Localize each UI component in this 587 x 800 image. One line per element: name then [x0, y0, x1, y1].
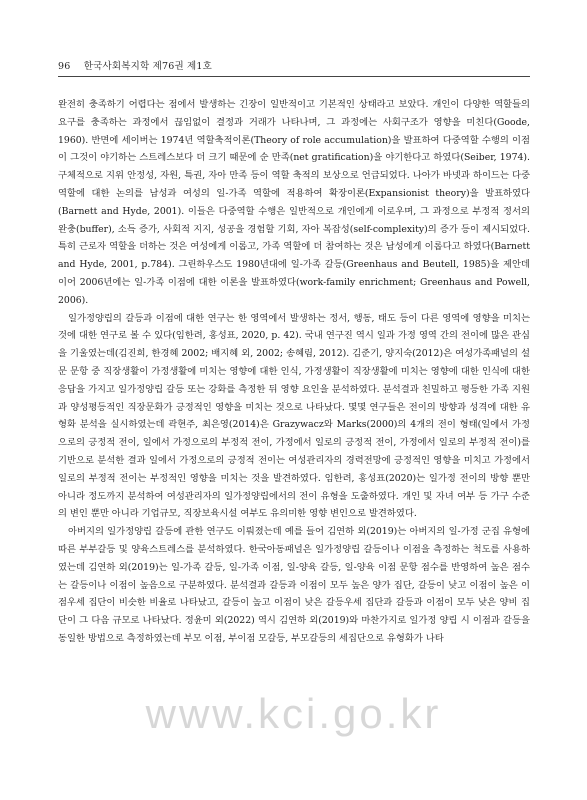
- paragraph-1: 완전히 충족하기 어렵다는 점에서 발생하는 긴장이 일반적이고 기본적인 상태라고 보았다. 개인이 다양한 역할들의 요구를 충족하는 과정에서 끊임없이 결정과 거래가 나타나며, 그 과정에는 사회구조가 영향을 미친다(Goode, 1960). 반면에 세이버는 1974년 역할축적이론(Theory of role accumulation)을 발표하여 다중역할 수행의 이점이 그것이 야기하는 스트레스보다 더 크기 때문에 순 만족(net gratification)을 야기한다고 하였다(Seiber, 1974). 구체적으로 지위 안정성, 자원, 특권, 자아 만족 등이 역할 축적의 보상으로 언급되었다. 나아가 바넷과 하이드는 다중역할에 대한 논의를 남성과 여성의 일-가족 역할에 적용하여 확장이론(Expansionist theory)을 발표하였다(Barnett and Hyde, 2001). 이들은 다중역할 수행은 일반적으로 개인에게 이로우며, 그 과정으로 부정적 정서의 완충(buffer), 소득 증가, 사회적 지지, 성공을 경험할 기회, 자아 복잡성(self-complexity)의 증가 등이 제시되었다. 특히 근로자 역할을 더하는 것은 여성에게 이롭고, 가족 역할에 더 참여하는 것은 남성에게 이롭다고 하였다(Barnett and Hyde, 2001, p.784). 그린하우스도 1980년대에 일-가족 갈등(Greenhaus and Beutell, 1985)을 제안데 이어 2006년에는 일-가족 이점에 대한 이론을 발표하였다(work-family enrichment; Greenhaus and Powell, 2006).: [58, 99, 530, 306]
- paragraph-2: 일가정양립의 갈등과 이점에 대한 연구는 한 영역에서 발생하는 정서, 행동, 태도 등이 다른 영역에 영향을 미치는 것에 대한 연구로 볼 수 있다(임한려, 홍성표, 2020, p. 42). 국내 연구진 역시 일과 가정 영역 간의 전이에 많은 관심을 기울였는데(김진희, 한경혜 2002; 배지혜 외, 2002; 송혜림, 2012). 김준기, 양지숙(2012)은 여성가족패널의 설문 문항 중 직장생활이 가정생활에 미치는 영향에 대한 인식, 가정생활이 직장생활에 미치는 영향에 대한 인식에 대한 응답을 가지고 일가정양립 갈등 또는 강화를 측정한 뒤 영향 요인을 분석하였다. 분석결과 친밀하고 평등한 가족 지원과 양성평등적인 직장문화가 긍정적인 영향을 미치는 것으로 나타났다. 몇몇 연구들은 전이의 방향과 성격에 대한 유형화 분석을 실시하였는데 곽현주, 최은영(2014)은 Grazywacz와 Marks(2000)의 4개의 전이 형태(일에서 가정으로의 긍정적 전이, 일에서 가정으로의 부정적 전이, 가정에서 일로의 긍정적 전이, 가정에서 일로의 부정적 전이)를 기반으로 분석한 결과 일에서 가정으로의 긍정적 전이는 여성관리자의 경력전망에 긍정적인 영향을 미치고 가정에서 일로의 부정적 전이는 부정적인 영향을 미치는 것을 발견하였다. 임한려, 홍성표(2020)는 일가정 전이의 방향 뿐만 아니라 정도까지 분석하여 여성관리자의 일가정양립에서의 전이 유형을 도출하였다. 개인 및 자녀 여부 등 가구 수준의 변인 뿐만 아니라 기업규모, 직장보육시설 여부도 유의미한 영향 변인으로 발견하였다.: [58, 312, 530, 520]
- page-number: 96: [58, 61, 71, 72]
- body-text: [58, 96, 530, 648]
- paragraph-3: 아버지의 일가정양립 갈등에 관한 연구도 이뤄졌는데 예를 들어 김연하 외(2019)는 아버지의 일-가정 군집 유형에 따른 부부갈등 및 양육스트레스를 분석하였다. 한국아동패널은 일가정양립 갈등이나 이점을 측정하는 척도를 사용하였는데 김연하 외(2019)는 일-가족 갈등, 일-가족 이점, 일-양육 갈등, 일-양육 이점 문항 점수를 반영하여 높은 점수는 갈등이나 이점이 높음으로 구분하였다. 분석결과 갈등과 이점이 모두 높은 양가 집단, 갈등이 낮고 이점이 높은 이점우세 집단이 비슷한 비율로 나타났고, 갈등이 높고 이점이 낮은 갈등우세 집단과 갈등과 이점이 모두 낮은 양비 집단이 그 다음 규모로 나타났다. 정윤미 외(2022) 역시 김연하 외(2019)와 마찬가지로 일가정 양립 시 이점과 갈등을 동일한 방법으로 측정하였는데 부모 이점, 부이점 모갈등, 부모갈등의 세집단으로 유형화가 나타: [58, 526, 530, 644]
- header-rule: [58, 76, 530, 77]
- watermark: www.kci.go.kr: [145, 690, 442, 737]
- journal-title: 한국사회복지학 제76권 제1호: [83, 61, 213, 72]
- running-header: [58, 58, 530, 72]
